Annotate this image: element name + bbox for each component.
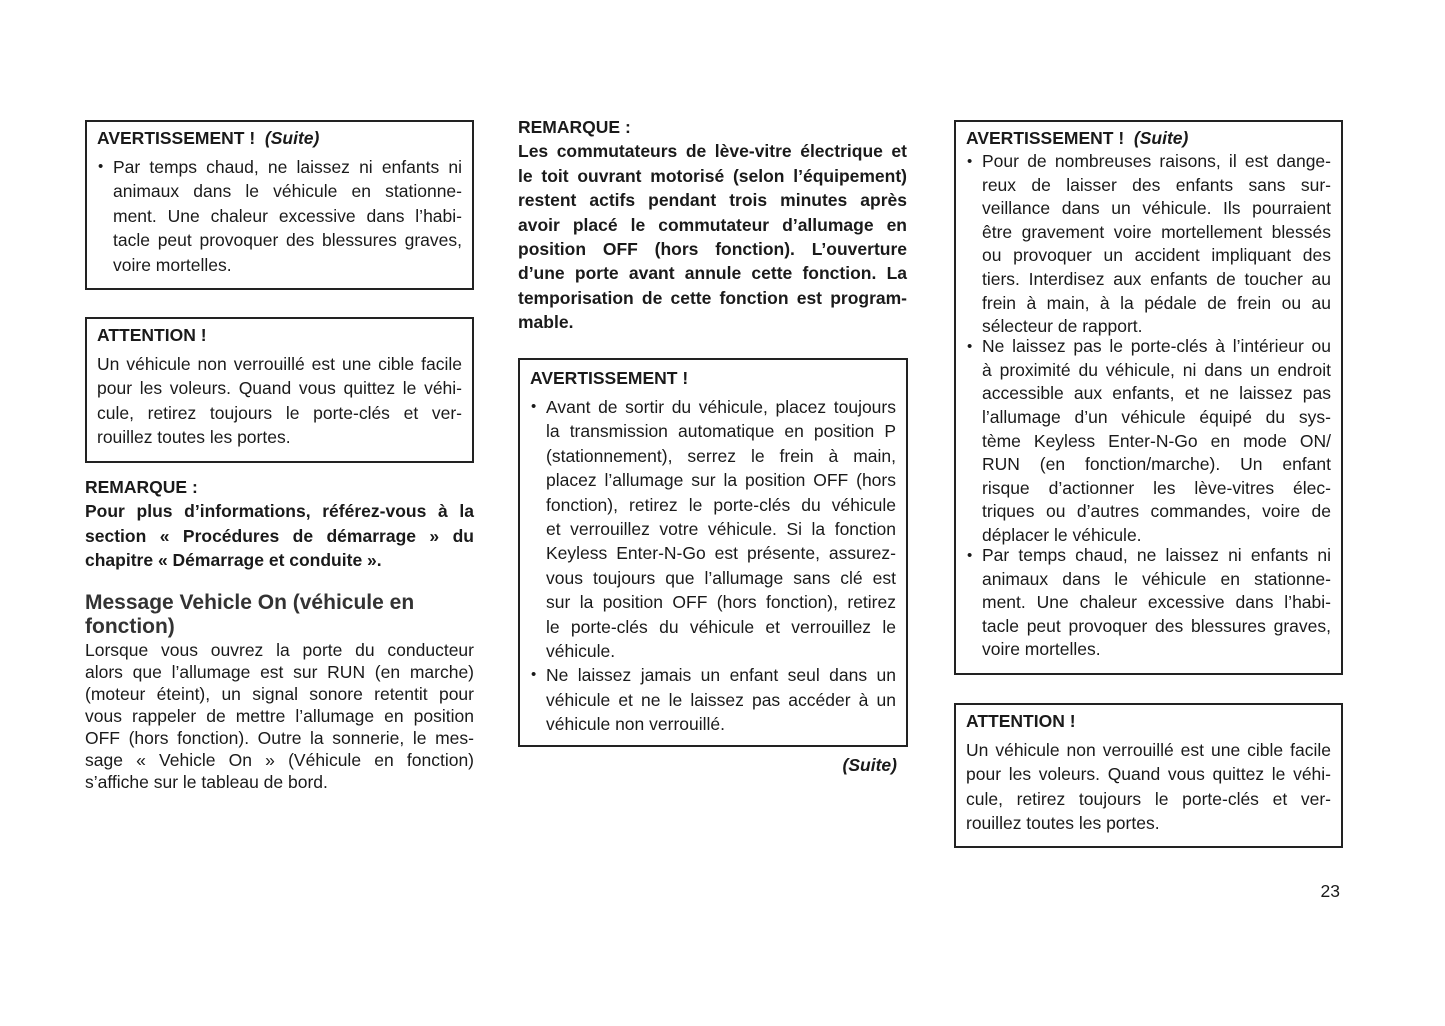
text-line: ment. Une chaleur excessive dans l’habi- [982, 592, 1331, 613]
text-line: et verrouillez votre véhicule. Si la fonction [546, 518, 896, 539]
text-line: RUN (en fonction/marche). Un enfant [982, 454, 1331, 475]
text-line: déplacer le véhicule. [982, 524, 1142, 545]
text-line: (stationnement), serrez le frein à main, [546, 445, 896, 466]
text-line: veillance dans un véhicule. Ils pourraient [982, 198, 1331, 219]
text-line: Message Vehicle On (véhicule en [85, 591, 415, 614]
bullet-icon: • [98, 158, 104, 175]
text-line: tème Keyless Enter-N-Go en mode ON/ [982, 430, 1331, 451]
text-line: cule, retirez toujours le porte-clés et ver- [966, 788, 1331, 809]
text-line: fonction) [85, 615, 175, 638]
text-line: section « Procédures de démarrage » du [85, 525, 474, 546]
text-line: reux de laisser des enfants sans sur- [982, 174, 1331, 195]
text-line: Les commutateurs de lève-vitre électrique et [518, 141, 907, 162]
section-body [85, 639, 474, 793]
continued-label: (Suite) [842, 755, 897, 775]
warning-box [518, 358, 908, 747]
text-line: tacle peut provoquer des blessures graves, [113, 230, 462, 251]
text-line: sur la position OFF (hors fonction), retirez [546, 592, 896, 613]
text-line: à proximité du véhicule, ni dans un endroit [982, 359, 1331, 380]
bullet-list [530, 395, 896, 736]
text-line: Un véhicule non verrouillé est une cible facile [966, 740, 1331, 760]
text-line: Par temps chaud, ne laissez ni enfants ni [113, 157, 462, 177]
text-line: pour les voleurs. Quand vous quittez le véhi- [966, 764, 1331, 785]
bullet-icon: • [967, 338, 973, 356]
text-line: l’allumage d’un véhicule équipé du sys- [982, 406, 1331, 427]
warning-heading [966, 126, 1331, 150]
text-line: Keyless Enter-N-Go est présente, assurez- [546, 543, 896, 564]
text-line: Un véhicule non verrouillé est une cible facile [97, 354, 462, 374]
text-line: risque d’actionner les lève-vitres élec- [982, 477, 1331, 498]
remarque-label: REMARQUE : [85, 477, 198, 497]
text-line: s’affiche sur le tableau de bord. [85, 772, 328, 792]
text-line: sage « Vehicle On » (Véhicule en fonction) [85, 750, 474, 770]
text-line: Pour de nombreuses raisons, il est dange- [982, 151, 1331, 171]
text-line: vous rappeler de mettre l’allumage en position [85, 706, 474, 726]
heading-text: AVERTISSEMENT ! [966, 128, 1125, 148]
text-line: d’une porte avant annule cette fonction. La [518, 263, 907, 284]
text-line: animaux dans le véhicule en stationne- [982, 568, 1331, 589]
text-line: cule, retirez toujours le porte-clés et ver- [97, 402, 462, 423]
text-line: voire mortelles. [982, 639, 1101, 660]
bullet-item [966, 544, 1331, 662]
text-line: le toit ouvrant motorisé (selon l’équipement) [518, 165, 907, 186]
text-line: sélecteur de rapport. [982, 316, 1143, 337]
text-line: accessible aux enfants, et ne laissez pas [982, 383, 1331, 404]
text-line: la transmission automatique en position P [546, 421, 896, 442]
text-line: véhicule. [546, 640, 616, 661]
text-line: position OFF (hors fonction). L’ouverture [518, 238, 907, 259]
attention-heading: ATTENTION ! [97, 325, 207, 345]
text-line: chapitre « Démarrage et conduite ». [85, 550, 382, 571]
text-line: mable. [518, 312, 574, 333]
text-line: rouillez toutes les portes. [97, 427, 291, 448]
warning-heading [97, 126, 462, 150]
remarque-text [85, 499, 474, 572]
text-line: Ne laissez jamais un enfant seul dans un [546, 665, 896, 686]
text-line: véhicule et ne le laissez pas accéder à un [546, 689, 896, 710]
text-line: triques ou d’autres commandes, voire de [982, 501, 1331, 522]
text-line: restent actifs pendant trois minutes après [518, 190, 907, 211]
bullet-icon: • [531, 666, 537, 684]
bullet-icon: • [967, 546, 973, 564]
bullet-item [966, 150, 1331, 339]
bullet-icon: • [967, 153, 973, 170]
text-line: temporisation de cette fonction est program- [518, 287, 907, 308]
heading-text: AVERTISSEMENT ! [97, 128, 256, 148]
remarque-note [85, 475, 474, 573]
remarque-text [518, 139, 907, 334]
text-line: fonction), retirez le porte-clés du véhicule [546, 494, 896, 515]
text-line: Avant de sortir du véhicule, placez toujours [546, 397, 896, 417]
heading-suffix: (Suite) [264, 128, 320, 148]
attention-box [85, 317, 474, 463]
bullet-icon: • [531, 398, 537, 415]
text-line: tacle peut provoquer des blessures graves, [982, 615, 1331, 636]
text-line: placez l’allumage sur la position OFF (hors [546, 470, 896, 491]
text-line: pour les voleurs. Quand vous quittez le véhi- [97, 378, 462, 399]
text-line: Par temps chaud, ne laissez ni enfants ni [982, 544, 1331, 565]
warning-box-continued [85, 120, 474, 290]
text-line: avoir placé le commutateur d’allumage en [518, 214, 907, 235]
remarque-note-2 [518, 115, 907, 335]
bullet-item [530, 663, 896, 736]
text-line: vous toujours que l’allumage sans clé est [546, 567, 896, 588]
bullet-item [530, 395, 896, 663]
remarque-label: REMARQUE : [518, 117, 631, 137]
warning-heading: AVERTISSEMENT ! [530, 368, 689, 388]
text-line: Lorsque vous ouvrez la porte du conducteur [85, 640, 474, 660]
text-line: Pour plus d’informations, référez-vous à la [85, 501, 474, 522]
warning-box-continued [954, 120, 1343, 675]
attention-heading: ATTENTION ! [966, 711, 1076, 731]
text-line: animaux dans le véhicule en stationne- [113, 181, 462, 202]
text-line: être gravement voire mortellement blessés [982, 221, 1331, 242]
text-line: Ne laissez pas le porte-clés à l’intérieur ou [982, 336, 1331, 357]
text-line: ou provoquer un accident impliquant des [982, 245, 1331, 266]
text-line: alors que l’allumage est sur RUN (en marche) [85, 662, 474, 682]
text-line: le porte-clés du véhicule et verrouillez le [546, 616, 896, 637]
text-line: frein à main, à la pédale de frein ou au [982, 292, 1331, 313]
bullet-item [966, 335, 1331, 547]
text-line: ment. Une chaleur excessive dans l’habi- [113, 205, 462, 226]
text-line: (moteur éteint), un signal sonore retentit pour [85, 684, 474, 704]
bullet-list [966, 150, 1331, 662]
text-line: OFF (hors fonction). Outre la sonnerie, le mes- [85, 728, 474, 748]
text-line: rouillez toutes les portes. [966, 813, 1160, 834]
bullet-list [97, 155, 462, 277]
attention-text [97, 352, 462, 450]
section-title [85, 591, 474, 639]
text-line: tiers. Interdisez aux enfants de toucher au [982, 268, 1331, 289]
attention-box [954, 703, 1343, 848]
page-number: 23 [1320, 881, 1340, 901]
text-line: voire mortelles. [113, 254, 232, 275]
attention-text [966, 738, 1331, 836]
text-line: véhicule non verrouillé. [546, 714, 725, 735]
heading-suffix: (Suite) [1133, 128, 1189, 148]
bullet-item [97, 155, 462, 277]
